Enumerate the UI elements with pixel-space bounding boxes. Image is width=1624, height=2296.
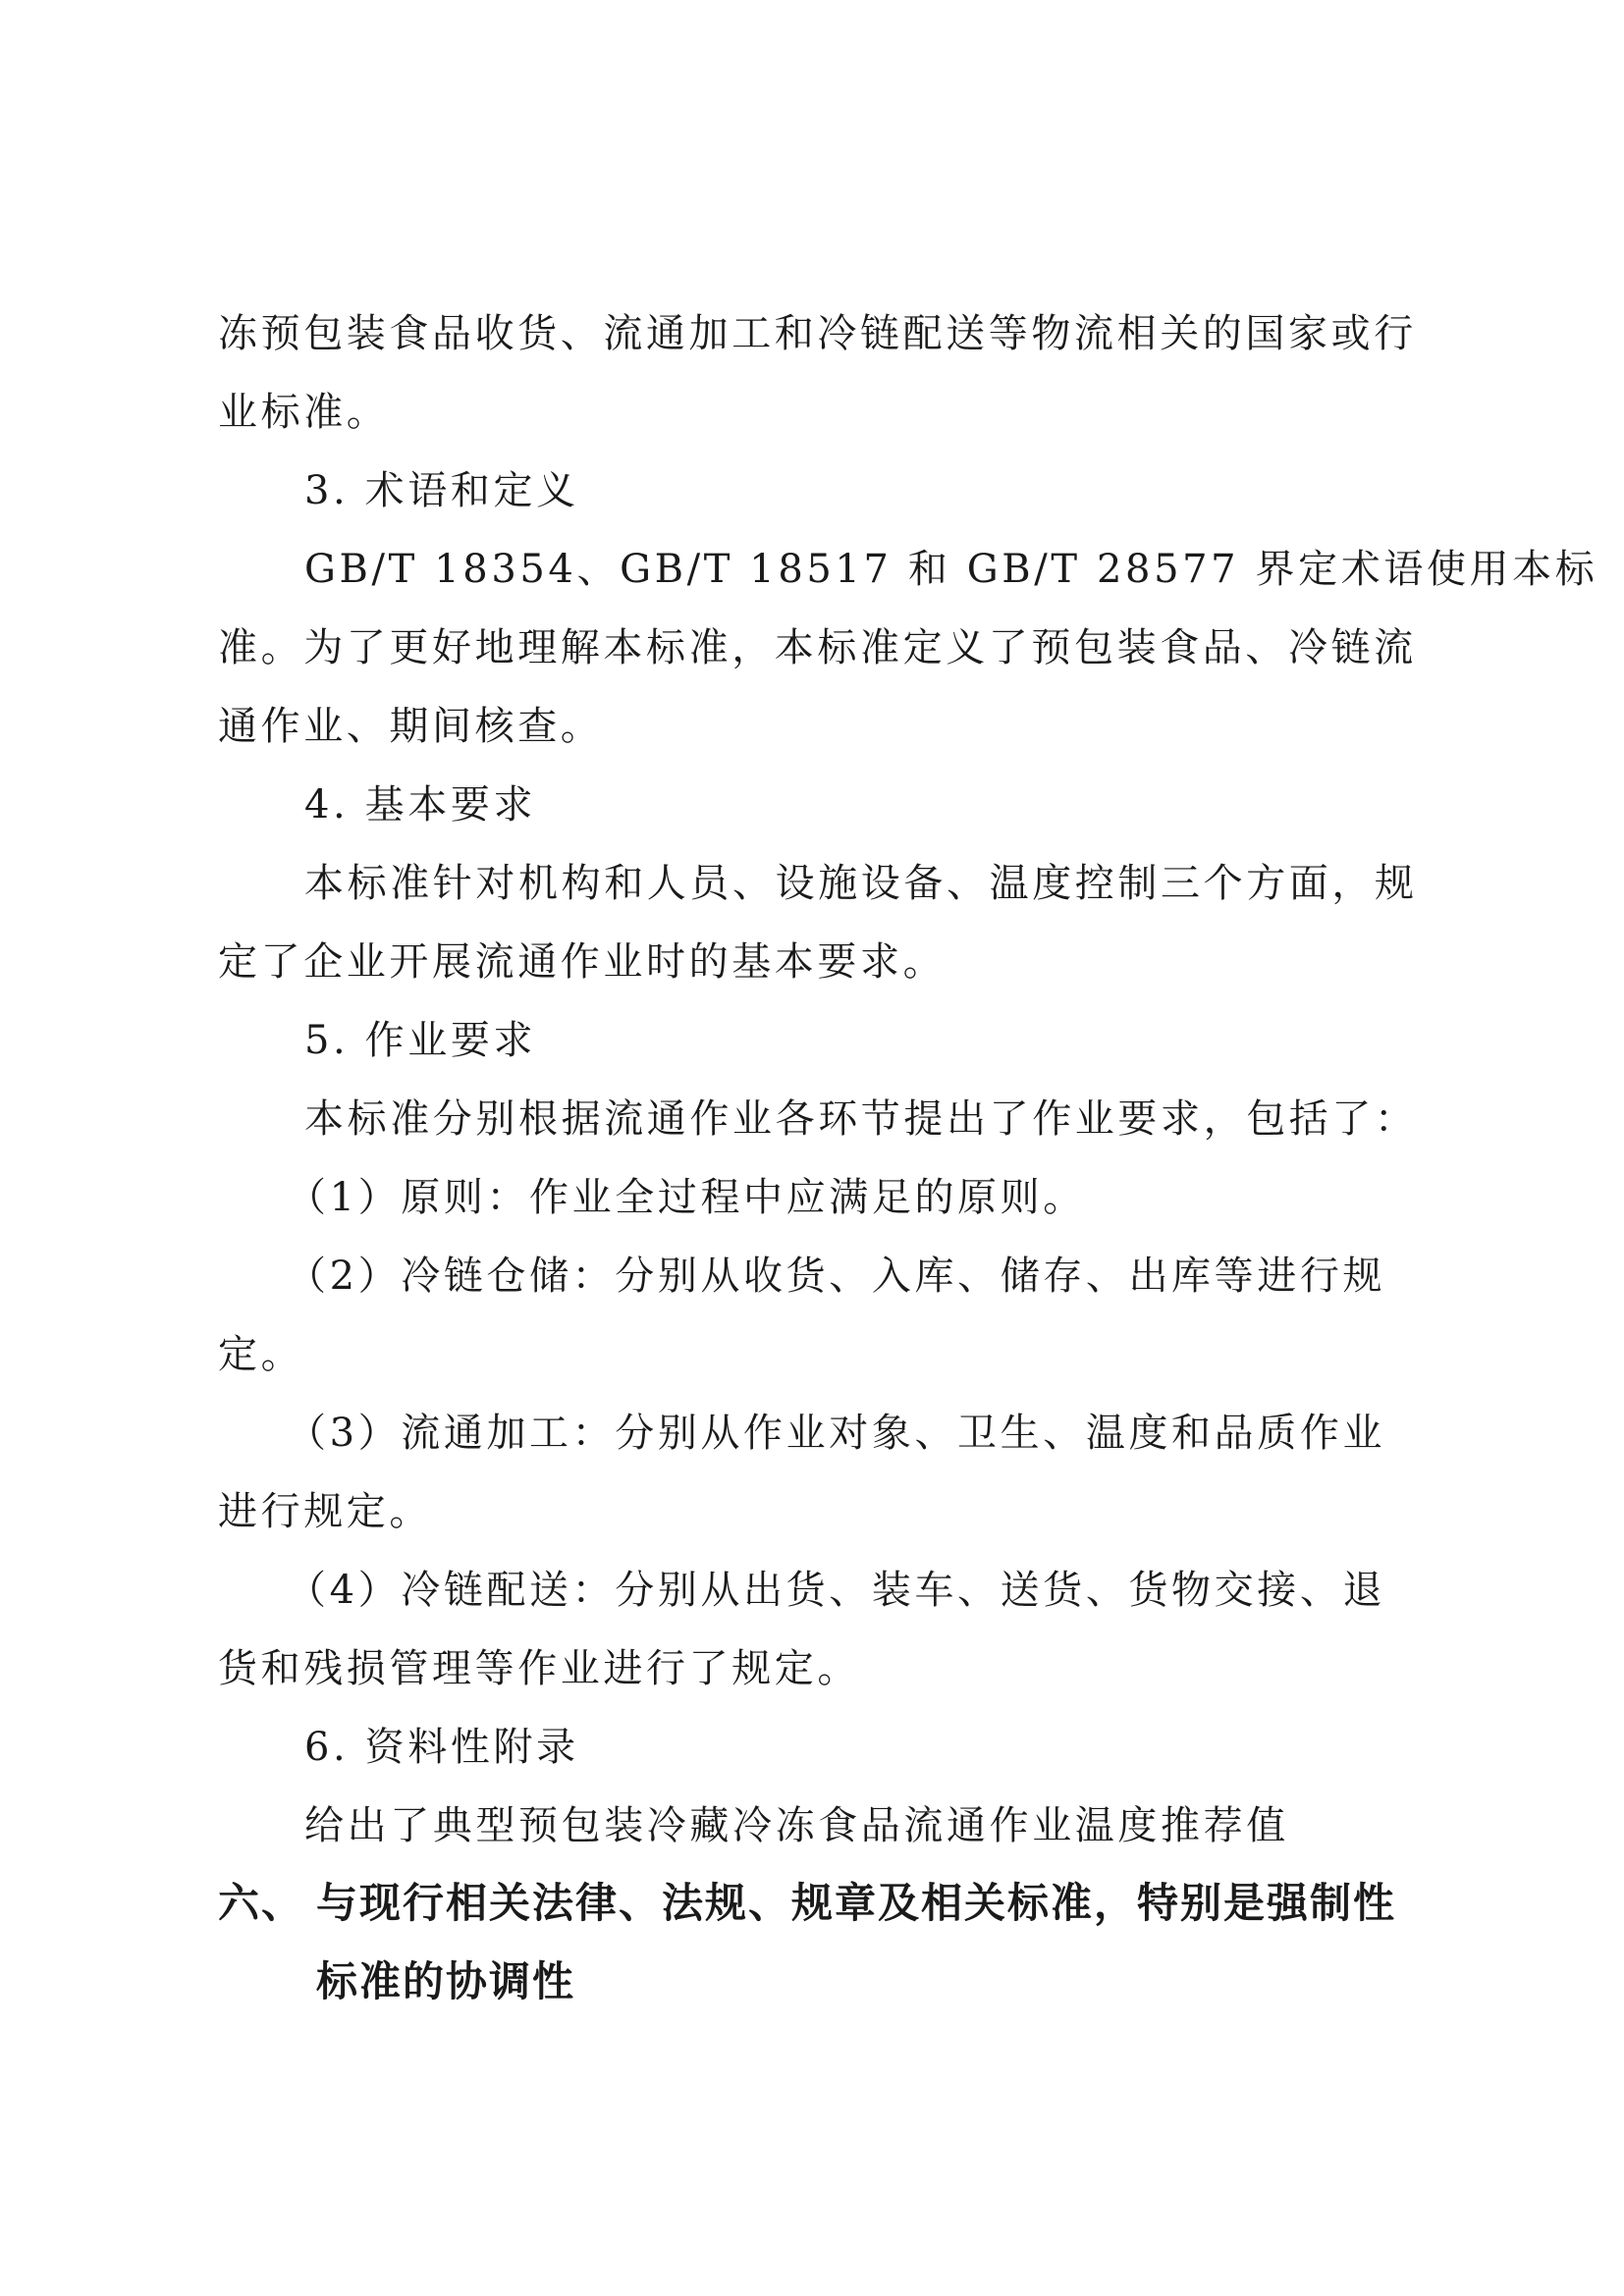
paragraph-line: 本标准针对机构和人员、设施设备、温度控制三个方面，规 [304,861,1418,906]
list-item-cold-chain-storage: （2）冷链仓储：分别从收货、入库、储存、出库等进行规 [287,1254,1386,1299]
list-item-circulation-processing: （3）流通加工：分别从作业对象、卫生、温度和品质作业 [287,1411,1386,1456]
paragraph-line: 进行规定。 [218,1489,432,1534]
subsection-title-appendix: 6. 资料性附录 [304,1725,579,1770]
paragraph-line: 业标准。 [218,390,390,435]
paragraph-line: 定。 [218,1332,304,1377]
list-item-principle: （1）原则：作业全过程中应满足的原则。 [287,1175,1086,1220]
section-heading-line1: 与现行相关法律、法规、规章及相关标准，特别是强制性 [316,1879,1397,1927]
paragraph-line: 准。为了更好地理解本标准，本标准定义了预包装食品、冷链流 [218,625,1417,670]
paragraph-line: 货和残损管理等作业进行了规定。 [218,1646,860,1691]
paragraph-line: 定了企业开展流通作业时的基本要求。 [218,939,947,985]
subsection-title-operation-requirements: 5. 作业要求 [304,1018,537,1063]
paragraph-line: GB/T 18354、GB/T 18517 和 GB/T 28577 界定术语使用本标 [304,547,1598,592]
list-item-cold-chain-distribution: （4）冷链配送：分别从出货、装车、送货、货物交接、退 [287,1568,1386,1613]
section-heading [218,1874,1396,1933]
subsection-title-basic-requirements: 4. 基本要求 [304,782,537,828]
section-number: 六、 [218,1879,305,1927]
section-heading-line2: 标准的协调性 [316,1957,576,2005]
subsection-title-terms: 3. 术语和定义 [304,468,579,513]
paragraph-line: 冻预包装食品收货、流通加工和冷链配送等物流相关的国家或行 [218,311,1417,356]
paragraph-line: 本标准分别根据流通作业各环节提出了作业要求，包括了： [304,1096,1418,1142]
paragraph-line: 给出了典型预包装冷藏冷冻食品流通作业温度推荐值 [304,1803,1289,1848]
paragraph-line: 通作业、期间核查。 [218,704,604,749]
